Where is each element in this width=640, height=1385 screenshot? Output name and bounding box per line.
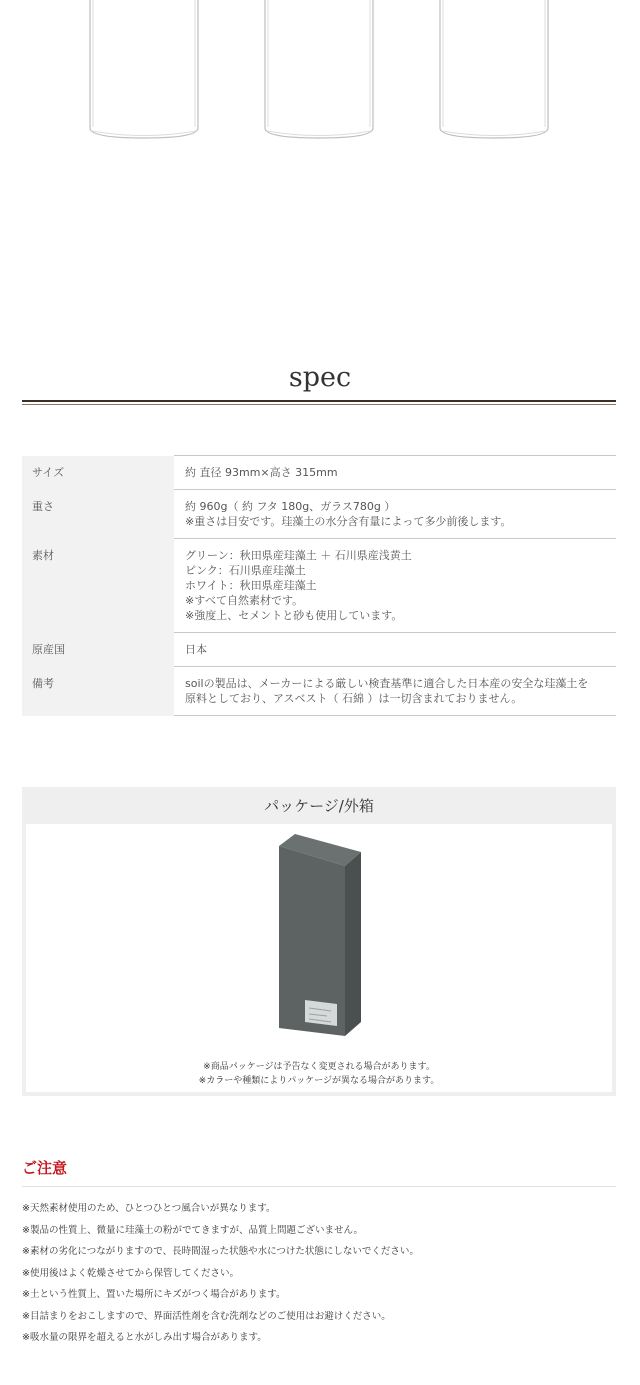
spec-value bbox=[174, 633, 616, 667]
spec-value-line: ※強度上、セメントと砂も使用しています。 bbox=[185, 609, 403, 622]
caution-item: ※目詰まりをおこしますので、界面活性剤を含む洗剤などのご使用はお避けください。 bbox=[22, 1310, 391, 1322]
caution-item: ※吸水量の限界を超えると水がしみ出す場合があります。 bbox=[22, 1332, 267, 1343]
spec-value-line: 約 直径 93mm×高さ 315mm bbox=[185, 466, 338, 479]
spec-value-line: 約 960g（ 約 フタ 180g、ガラス780g ） bbox=[185, 500, 396, 513]
spec-label: 素材 bbox=[22, 539, 174, 633]
spec-value-line: 日本 bbox=[185, 643, 207, 656]
spec-table bbox=[22, 455, 616, 716]
spec-value-line: ホワイト：秋田県産珪藻土 bbox=[185, 579, 317, 592]
spec-value bbox=[174, 667, 616, 716]
package-box-image bbox=[269, 832, 369, 1042]
spec-row-size bbox=[22, 456, 616, 490]
glass-canisters-photo bbox=[0, 0, 640, 150]
caution-divider bbox=[22, 1186, 616, 1187]
spec-value bbox=[174, 456, 616, 490]
spec-value-line: ピンク：石川県産珪藻土 bbox=[185, 564, 306, 577]
package-panel bbox=[26, 824, 612, 1092]
caution-heading: ご注意 bbox=[22, 1159, 68, 1177]
spec-divider-thin bbox=[22, 404, 616, 405]
package-title: パッケージ/外箱 bbox=[264, 797, 374, 815]
spec-label: 原産国 bbox=[22, 633, 174, 667]
spec-label: 重さ bbox=[22, 490, 174, 539]
spec-value-line: ※すべて自然素材です。 bbox=[185, 594, 304, 607]
spec-row-material bbox=[22, 539, 616, 633]
spec-value bbox=[174, 539, 616, 633]
spec-label: 備考 bbox=[22, 667, 174, 716]
caution-list bbox=[22, 1198, 419, 1349]
package-section bbox=[22, 787, 616, 1096]
spec-divider bbox=[22, 400, 616, 402]
package-note: ※カラーや種類によりパッケージが異なる場合があります。 bbox=[198, 1076, 440, 1086]
spec-heading: spec bbox=[288, 362, 352, 393]
spec-value-line: ※重さは目安です。珪藻土の水分含有量によって多少前後します。 bbox=[185, 515, 512, 528]
spec-row-notes bbox=[22, 667, 616, 716]
spec-value-line: 原料としており、アスベスト（ 石綿 ）は一切含まれておりません。 bbox=[185, 692, 523, 705]
spec-row-origin bbox=[22, 633, 616, 667]
spec-value-line: soilの製品は、メーカーによる厳しい検査基準に適合した日本産の安全な珪藻土を bbox=[185, 677, 589, 690]
spec-row-weight bbox=[22, 490, 616, 539]
caution-item: ※使用後はよく乾燥させてから保管してください。 bbox=[22, 1267, 239, 1279]
package-note: ※商品パッケージは予告なく変更される場合があります。 bbox=[203, 1062, 435, 1072]
caution-item: ※土という性質上、置いた場所にキズがつく場合があります。 bbox=[22, 1289, 286, 1300]
caution-item: ※天然素材使用のため、ひとつひとつ風合いが異なります。 bbox=[22, 1203, 276, 1214]
spec-label: サイズ bbox=[22, 456, 174, 490]
spec-value-line: グリーン：秋田県産珪藻土 ＋ 石川県産浅黄土 bbox=[185, 549, 412, 562]
caution-item: ※素材の劣化につながりますので、長時間湿った状態や水につけた状態にしないでください。 bbox=[22, 1246, 419, 1257]
caution-item: ※製品の性質上、微量に珪藻土の粉がでてきますが、品質上問題ございません。 bbox=[22, 1224, 364, 1236]
spec-value bbox=[174, 490, 616, 539]
